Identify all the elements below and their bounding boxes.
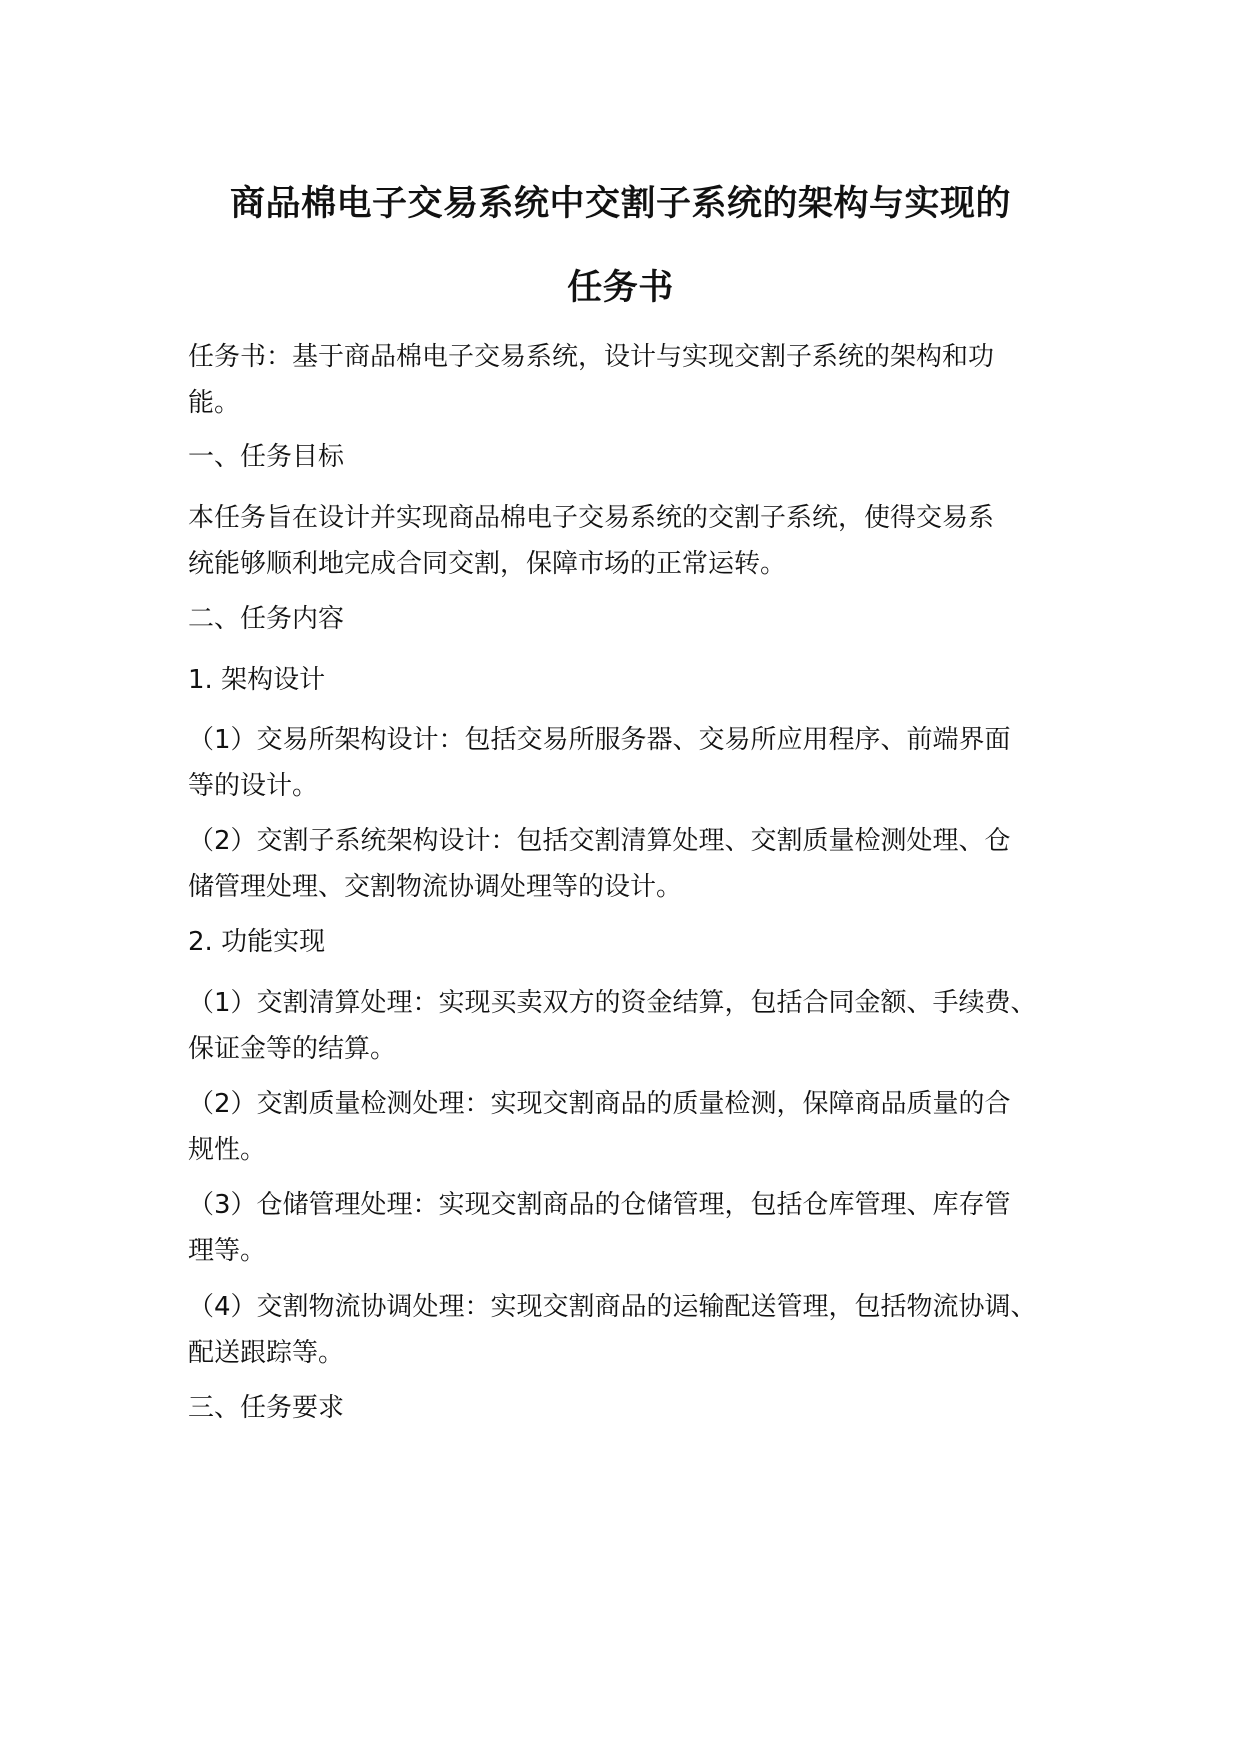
document-title: 商品棉电子交易系统中交割子系统的架构与实现的 [229, 184, 1011, 224]
text-line: 规性。 [188, 1135, 267, 1165]
text-line: （3）仓储管理处理：实现交割商品的仓储管理，包括仓库管理、库存管 [188, 1190, 1011, 1220]
text-line: （2）交割质量检测处理：实现交割商品的质量检测，保障商品质量的合 [188, 1089, 1011, 1119]
architecture-item-1 [188, 717, 1068, 809]
text-line: 一、任务目标 [188, 442, 345, 472]
function-item-4 [188, 1284, 1068, 1376]
subsection-architecture [188, 657, 1068, 703]
section-heading-goal [188, 434, 1068, 480]
text-line: 2. 功能实现 [188, 927, 326, 957]
text-line: 二、任务内容 [188, 604, 345, 634]
section-heading-requirements [188, 1385, 1068, 1431]
text-line: 保证金等的结算。 [188, 1034, 397, 1064]
function-item-1 [188, 980, 1068, 1072]
architecture-item-2 [188, 818, 1068, 910]
text-line: 本任务旨在设计并实现商品棉电子交易系统的交割子系统，使得交易系 [188, 503, 995, 533]
goal-paragraph [188, 495, 1068, 587]
text-line: 理等。 [188, 1236, 267, 1266]
section-heading-content [188, 596, 1068, 642]
subsection-functions [188, 919, 1068, 965]
text-line: （1）交易所架构设计：包括交易所服务器、交易所应用程序、前端界面 [188, 725, 1011, 755]
text-line: 配送跟踪等。 [188, 1338, 345, 1368]
text-line: 1. 架构设计 [188, 665, 326, 695]
intro-paragraph [188, 334, 1068, 426]
text-line: 能。 [188, 388, 241, 418]
text-line: 统能够顺利地完成合同交割，保障市场的正常运转。 [188, 549, 787, 579]
text-line: 三、任务要求 [188, 1393, 345, 1423]
text-line: （2）交割子系统架构设计：包括交割清算处理、交割质量检测处理、仓 [188, 826, 1011, 856]
document-subtitle: 任务书 [567, 268, 674, 308]
text-line: （4）交割物流协调处理：实现交割商品的运输配送管理，包括物流协调、 [188, 1292, 1037, 1322]
function-item-2 [188, 1081, 1068, 1173]
text-line: （1）交割清算处理：实现买卖双方的资金结算，包括合同金额、手续费、 [188, 988, 1037, 1018]
text-line: 等的设计。 [188, 771, 319, 801]
text-line: 任务书：基于商品棉电子交易系统，设计与实现交割子系统的架构和功 [188, 342, 995, 372]
function-item-3 [188, 1182, 1068, 1274]
text-line: 储管理处理、交割物流协调处理等的设计。 [188, 872, 683, 902]
